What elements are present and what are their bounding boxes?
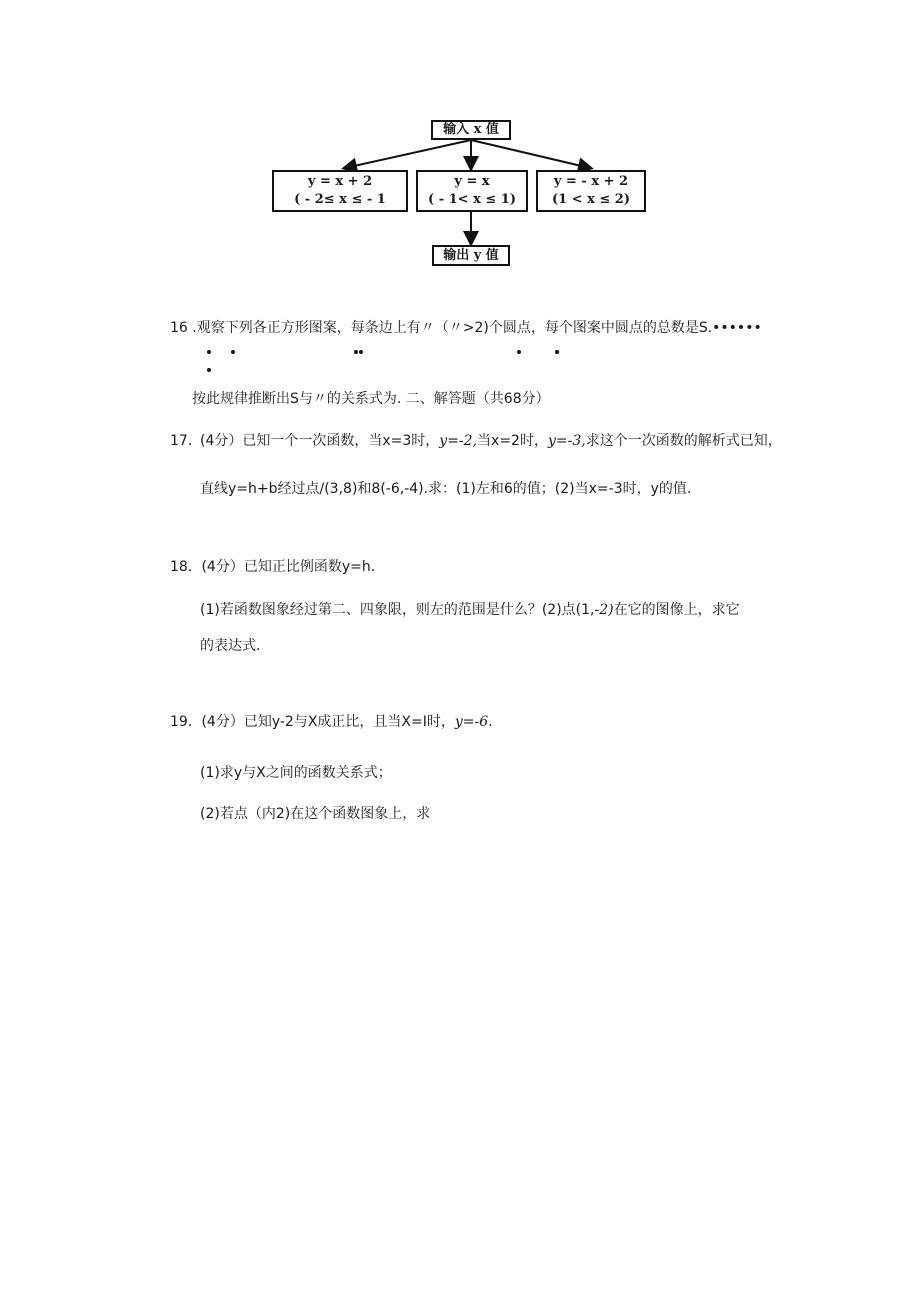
question-17-italic-a: y=-2, — [439, 433, 478, 449]
flow-case-1-range: ( - 2≤ x ≤ - 1 — [294, 192, 386, 207]
pattern-dot — [359, 350, 363, 354]
flow-case-box-2 — [416, 170, 528, 212]
question-16-text: .观察下列各正方形图案，每条边上有〃（〃>2)个圆点，每个图案中圆点的总数是S.•••••• — [187, 320, 762, 336]
question-17-line-2: 直线y=h+b经过点/(3,8)和8(-6,-4).求：(1)左和6的值；(2)当x=-3时，y的值. — [200, 481, 692, 497]
flow-input-label: 输入 x 值 — [443, 122, 499, 137]
flowchart — [260, 110, 660, 275]
question-17-text-c: 求这个一次函数的解析式已知， — [585, 433, 782, 449]
question-19-text: (4分）已知y-2与X成正比，且当X=I时， — [197, 714, 455, 730]
question-18-text: (4分）已知正比例函数y=h. — [197, 559, 376, 575]
pattern-dot — [354, 350, 358, 354]
question-18-number: 18. — [170, 559, 193, 575]
flow-input-box — [431, 120, 511, 140]
pattern-dot — [517, 350, 521, 354]
question-18-line-2-italic: -2) — [594, 602, 614, 618]
question-19-line-2: (1)求y与X之间的函数关系式； — [200, 765, 392, 781]
pattern-dot — [207, 368, 211, 372]
question-19-italic: y=-6. — [454, 714, 493, 730]
flow-output-label: 输出 y 值 — [443, 247, 499, 263]
flow-case-box-3 — [536, 170, 646, 212]
question-16-line-2: 按此规律推断出S与〃的关系式为. 二、解答题（共68分） — [192, 391, 550, 407]
flow-case-3-range: (1 < x ≤ 2) — [551, 192, 631, 207]
question-17-text-a: (4分）已知一个一次函数，当x=3时， — [200, 433, 440, 449]
question-17-italic-b: y=-3, — [547, 433, 586, 449]
question-18-line-2-a: (1)若函数图象经过第二、四象限，则左的范围是什么？(2)点(1, — [200, 602, 595, 618]
pattern-dot — [231, 350, 235, 354]
question-17 — [170, 430, 782, 450]
question-16 — [170, 317, 762, 337]
question-19 — [170, 711, 493, 731]
question-18-line-2 — [200, 599, 740, 619]
question-17-number: 17. — [170, 433, 193, 449]
flow-case-2-range: ( - 1< x ≤ 1) — [428, 192, 516, 207]
pattern-dot — [207, 350, 211, 354]
question-16-number: 16 — [170, 320, 188, 336]
question-19-number: 19. — [170, 714, 193, 730]
question-19-line-3: (2)若点（内2)在这个函数图象上，求 — [200, 806, 431, 822]
question-18-line-2-b: 在它的图像上，求它 — [613, 602, 740, 618]
question-17-text-b: 当x=2时， — [477, 433, 548, 449]
flow-case-3-formula: y = - x + 2 — [553, 174, 629, 189]
flow-case-2-formula: y = x — [454, 174, 490, 189]
question-18-line-3: 的表达式. — [200, 638, 261, 654]
pattern-dot — [555, 350, 559, 354]
flow-output-box — [432, 245, 510, 266]
flow-case-1-formula: y = x + 2 — [307, 174, 373, 189]
flow-case-box-1 — [272, 170, 408, 212]
question-18 — [170, 556, 375, 576]
